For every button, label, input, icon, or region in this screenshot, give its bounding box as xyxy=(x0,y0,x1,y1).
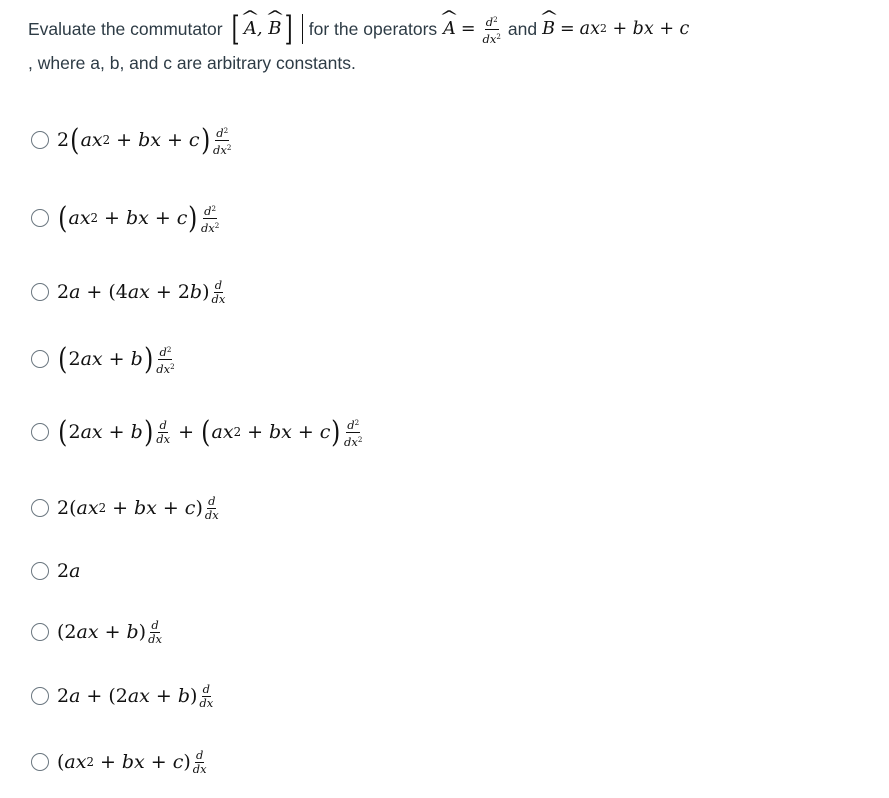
question-line-2: , where a, b, and c are arbitrary constants. xyxy=(28,53,356,73)
radio-button[interactable] xyxy=(31,423,49,441)
operator-b-definition: ^ B = ax 2 + bx + c xyxy=(542,12,689,46)
radio-button[interactable] xyxy=(31,562,49,580)
radio-button[interactable] xyxy=(31,131,49,149)
option-expression: ( ax 2 + bx + c ) $\frac{d}{dx}$ xyxy=(57,747,207,776)
option-expression: ( 2 ax + b ) $\frac{d}{dx}$ + ( ax 2 + bx + c ) $\frac{d^2}{dx^2}$ xyxy=(58,415,363,449)
question-line-1 xyxy=(28,9,868,49)
radio-button[interactable] xyxy=(31,350,49,368)
option-expression: 2 ( ax 2 + bx + c ) $\frac{d}{dx}$ xyxy=(57,493,219,522)
option-expression: 2 a + ( 2 ax + b ) $\frac{d}{dx}$ xyxy=(57,681,214,710)
question-prefix: Evaluate the commutator xyxy=(28,19,223,39)
option-expression: ( ax 2 + bx + c ) $\frac{d^2}{dx^2}$ xyxy=(58,201,220,235)
answer-option-9[interactable] xyxy=(31,676,215,716)
radio-button[interactable] xyxy=(31,283,49,301)
commutator-expression: [ ^ A , ^ B ] xyxy=(229,12,295,46)
answer-option-8[interactable] xyxy=(31,612,164,652)
radio-button[interactable] xyxy=(31,499,49,517)
radio-button[interactable] xyxy=(31,623,49,641)
answer-option-1[interactable] xyxy=(31,120,233,160)
answer-option-2[interactable] xyxy=(31,198,221,238)
option-expression: 2 ( ax 2 + bx + c ) $\frac{d^2}{dx^2}$ xyxy=(57,123,232,157)
radio-button[interactable] xyxy=(31,209,49,227)
answer-option-4[interactable] xyxy=(31,339,177,379)
question-mid: for the operators xyxy=(308,19,438,39)
answer-option-7[interactable] xyxy=(31,551,80,591)
question-and: and xyxy=(507,19,538,39)
operator-a-definition: ^ A = $\frac{d^2}{dx^2}$ xyxy=(443,12,503,46)
option-expression: 2 a xyxy=(57,560,81,582)
answer-option-6[interactable] xyxy=(31,488,221,528)
option-expression: 2 a + ( 4 ax + 2 b ) $\frac{d}{dx}$ xyxy=(57,277,226,306)
option-expression: ( 2 ax + b ) $\frac{d}{dx}$ xyxy=(57,617,162,646)
radio-button[interactable] xyxy=(31,753,49,771)
answer-option-3[interactable] xyxy=(31,272,227,312)
answer-option-10[interactable] xyxy=(31,742,209,782)
question-text xyxy=(28,9,868,80)
answer-option-5[interactable] xyxy=(31,412,364,452)
radio-button[interactable] xyxy=(31,687,49,705)
divider xyxy=(302,14,303,44)
option-expression: ( 2 ax + b ) $\frac{d^2}{dx^2}$ xyxy=(58,342,175,376)
